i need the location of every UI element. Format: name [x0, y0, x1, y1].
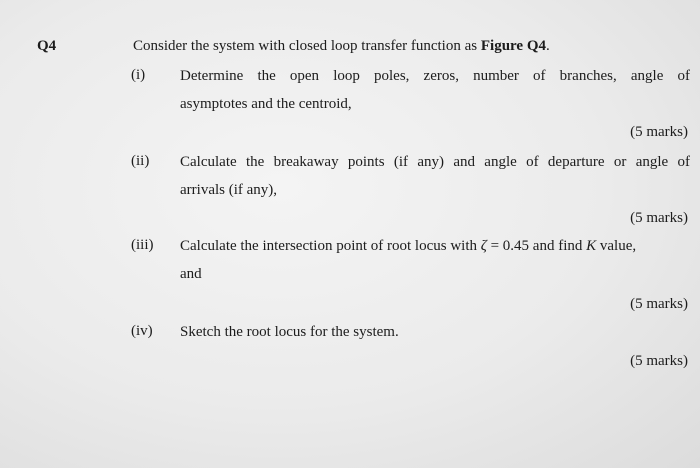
- part-iii-text-b: = 0.45 and find: [486, 238, 587, 254]
- part-iii-text: [180, 232, 690, 288]
- part-ii-numeral: (ii): [131, 153, 150, 169]
- part-i-numeral: (i): [131, 67, 146, 83]
- part-iv-line-1: Sketch the root locus for the system.: [180, 324, 399, 340]
- part-iii-line-1: [180, 232, 690, 260]
- part-iii-numeral: (iii): [131, 237, 154, 253]
- part-i-line-1: Determine the open loop poles, zeros, number of branches, angle of: [180, 68, 690, 84]
- figure-reference: Figure Q4: [480, 38, 546, 54]
- part-i-text: [180, 62, 690, 118]
- intro-prefix: Consider the system with closed loop transfer function as: [133, 38, 481, 54]
- part-i-marks: (5 marks): [630, 124, 688, 140]
- part-iv-marks: (5 marks): [630, 353, 688, 369]
- part-i-line-2: asymptotes and the centroid,: [180, 96, 352, 112]
- part-ii-line-2: arrivals (if any),: [180, 182, 278, 198]
- question-intro: [133, 38, 550, 55]
- part-iii-text-a: Calculate the intersection point of root locus with: [180, 238, 481, 254]
- part-iv-text: [180, 318, 690, 346]
- part-iii-marks: (5 marks): [630, 296, 688, 312]
- part-ii-line-1: Calculate the breakaway points (if any) and angle of departure or angle of: [180, 154, 690, 170]
- question-number: Q4: [37, 38, 57, 54]
- part-ii-text: [180, 148, 690, 204]
- k-symbol: K: [586, 238, 597, 254]
- part-iii-text-c: value,: [596, 238, 637, 254]
- part-iii-line-2: and: [180, 266, 202, 282]
- part-iv-numeral: (iv): [131, 323, 153, 339]
- part-ii-marks: (5 marks): [630, 210, 688, 226]
- intro-suffix: .: [546, 38, 550, 54]
- zeta-symbol: ζ: [480, 238, 487, 254]
